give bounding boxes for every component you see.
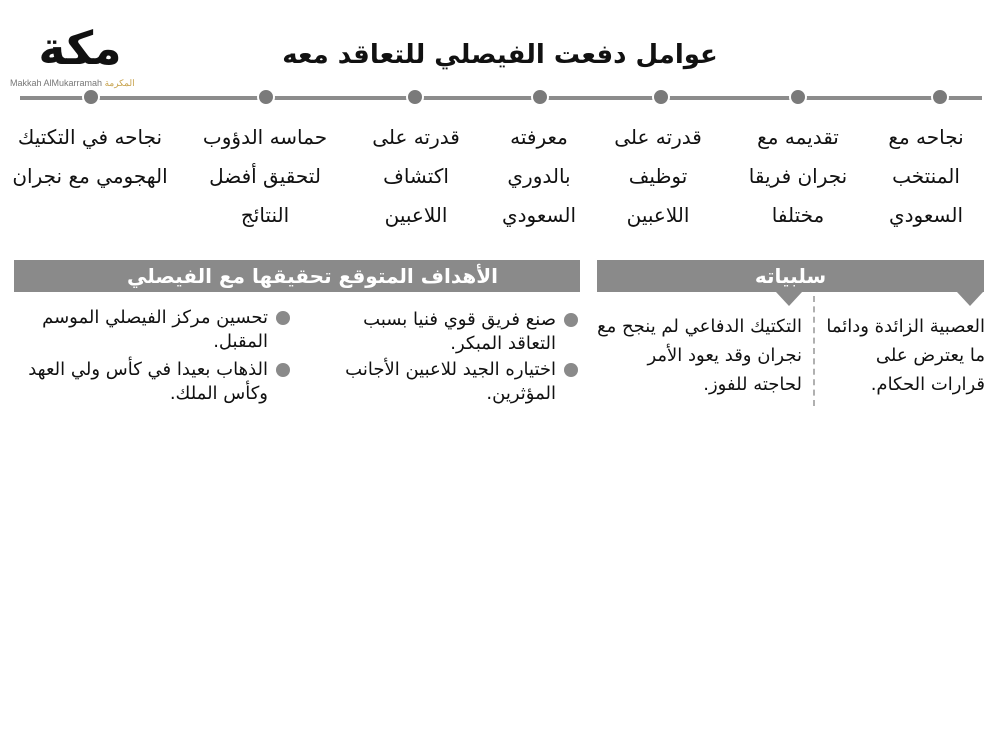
bullet-icon (564, 363, 578, 377)
goal-text: الذهاب بعيدا في كأس ولي العهد وكأس الملك. (28, 359, 268, 404)
bullet-icon (276, 311, 290, 325)
timeline-dot (531, 88, 549, 106)
factor-item: نجاحه مع المنتخب السعودي (888, 125, 964, 227)
logo-arabic-sub: المكرمة (104, 78, 135, 88)
factor-item: قدرته على اكتشاف اللاعبين (372, 125, 460, 227)
logo-subtitle (10, 78, 150, 89)
timeline-dot (789, 88, 807, 106)
goal-item (28, 306, 290, 354)
negative-item: التكتيك الدفاعي لم ينجح مع نجران وقد يعود الأمر لحاجته للفوز. (597, 316, 802, 395)
factor-item: تقديمه مع نجران فريقا مختلفا (748, 125, 848, 227)
bullet-icon (564, 313, 578, 327)
timeline-dot (406, 88, 424, 106)
negatives-title: سلبياته (754, 264, 827, 288)
factor-item: نجاحه في التكتيك الهجومي مع نجران (12, 125, 168, 188)
logo-wordmark: مكة (38, 21, 122, 75)
timeline-dot (931, 88, 949, 106)
logo (10, 20, 150, 92)
goal-text: صنع فريق قوي فنيا بسبب التعاقد المبكر. (363, 309, 556, 354)
page-title: عوامل دفعت الفيصلي للتعاقد معه (282, 40, 718, 70)
factor-item: حماسه الدؤوب لتحقيق أفضل النتائج (202, 125, 328, 227)
negative-item: العصبية الزائدة ودائما ما يعترض على قرارات الحكام. (826, 316, 985, 395)
goal-item (320, 358, 578, 406)
goal-item (320, 308, 578, 356)
goals-header (14, 260, 580, 292)
goal-item (28, 358, 290, 406)
goal-text: تحسين مركز الفيصلي الموسم المقبل. (42, 307, 268, 352)
goal-text: اختياره الجيد للاعبين الأجانب المؤثرين. (345, 359, 556, 404)
timeline-dot (82, 88, 100, 106)
dashed-divider (813, 296, 815, 406)
negatives-pointer (957, 292, 983, 306)
negatives-header (597, 260, 984, 292)
factor-item: معرفته بالدوري السعودي (501, 125, 577, 227)
timeline-line (20, 96, 982, 100)
factor-item: قدرته على توظيف اللاعبين (614, 125, 702, 227)
negatives-pointer (776, 292, 802, 306)
timeline-dot (257, 88, 275, 106)
bullet-icon (276, 363, 290, 377)
goals-title: الأهداف المتوقع تحقيقها مع الفيصلي (126, 264, 498, 288)
timeline-dot (652, 88, 670, 106)
logo-latin: Makkah AlMukarramah (10, 78, 103, 88)
